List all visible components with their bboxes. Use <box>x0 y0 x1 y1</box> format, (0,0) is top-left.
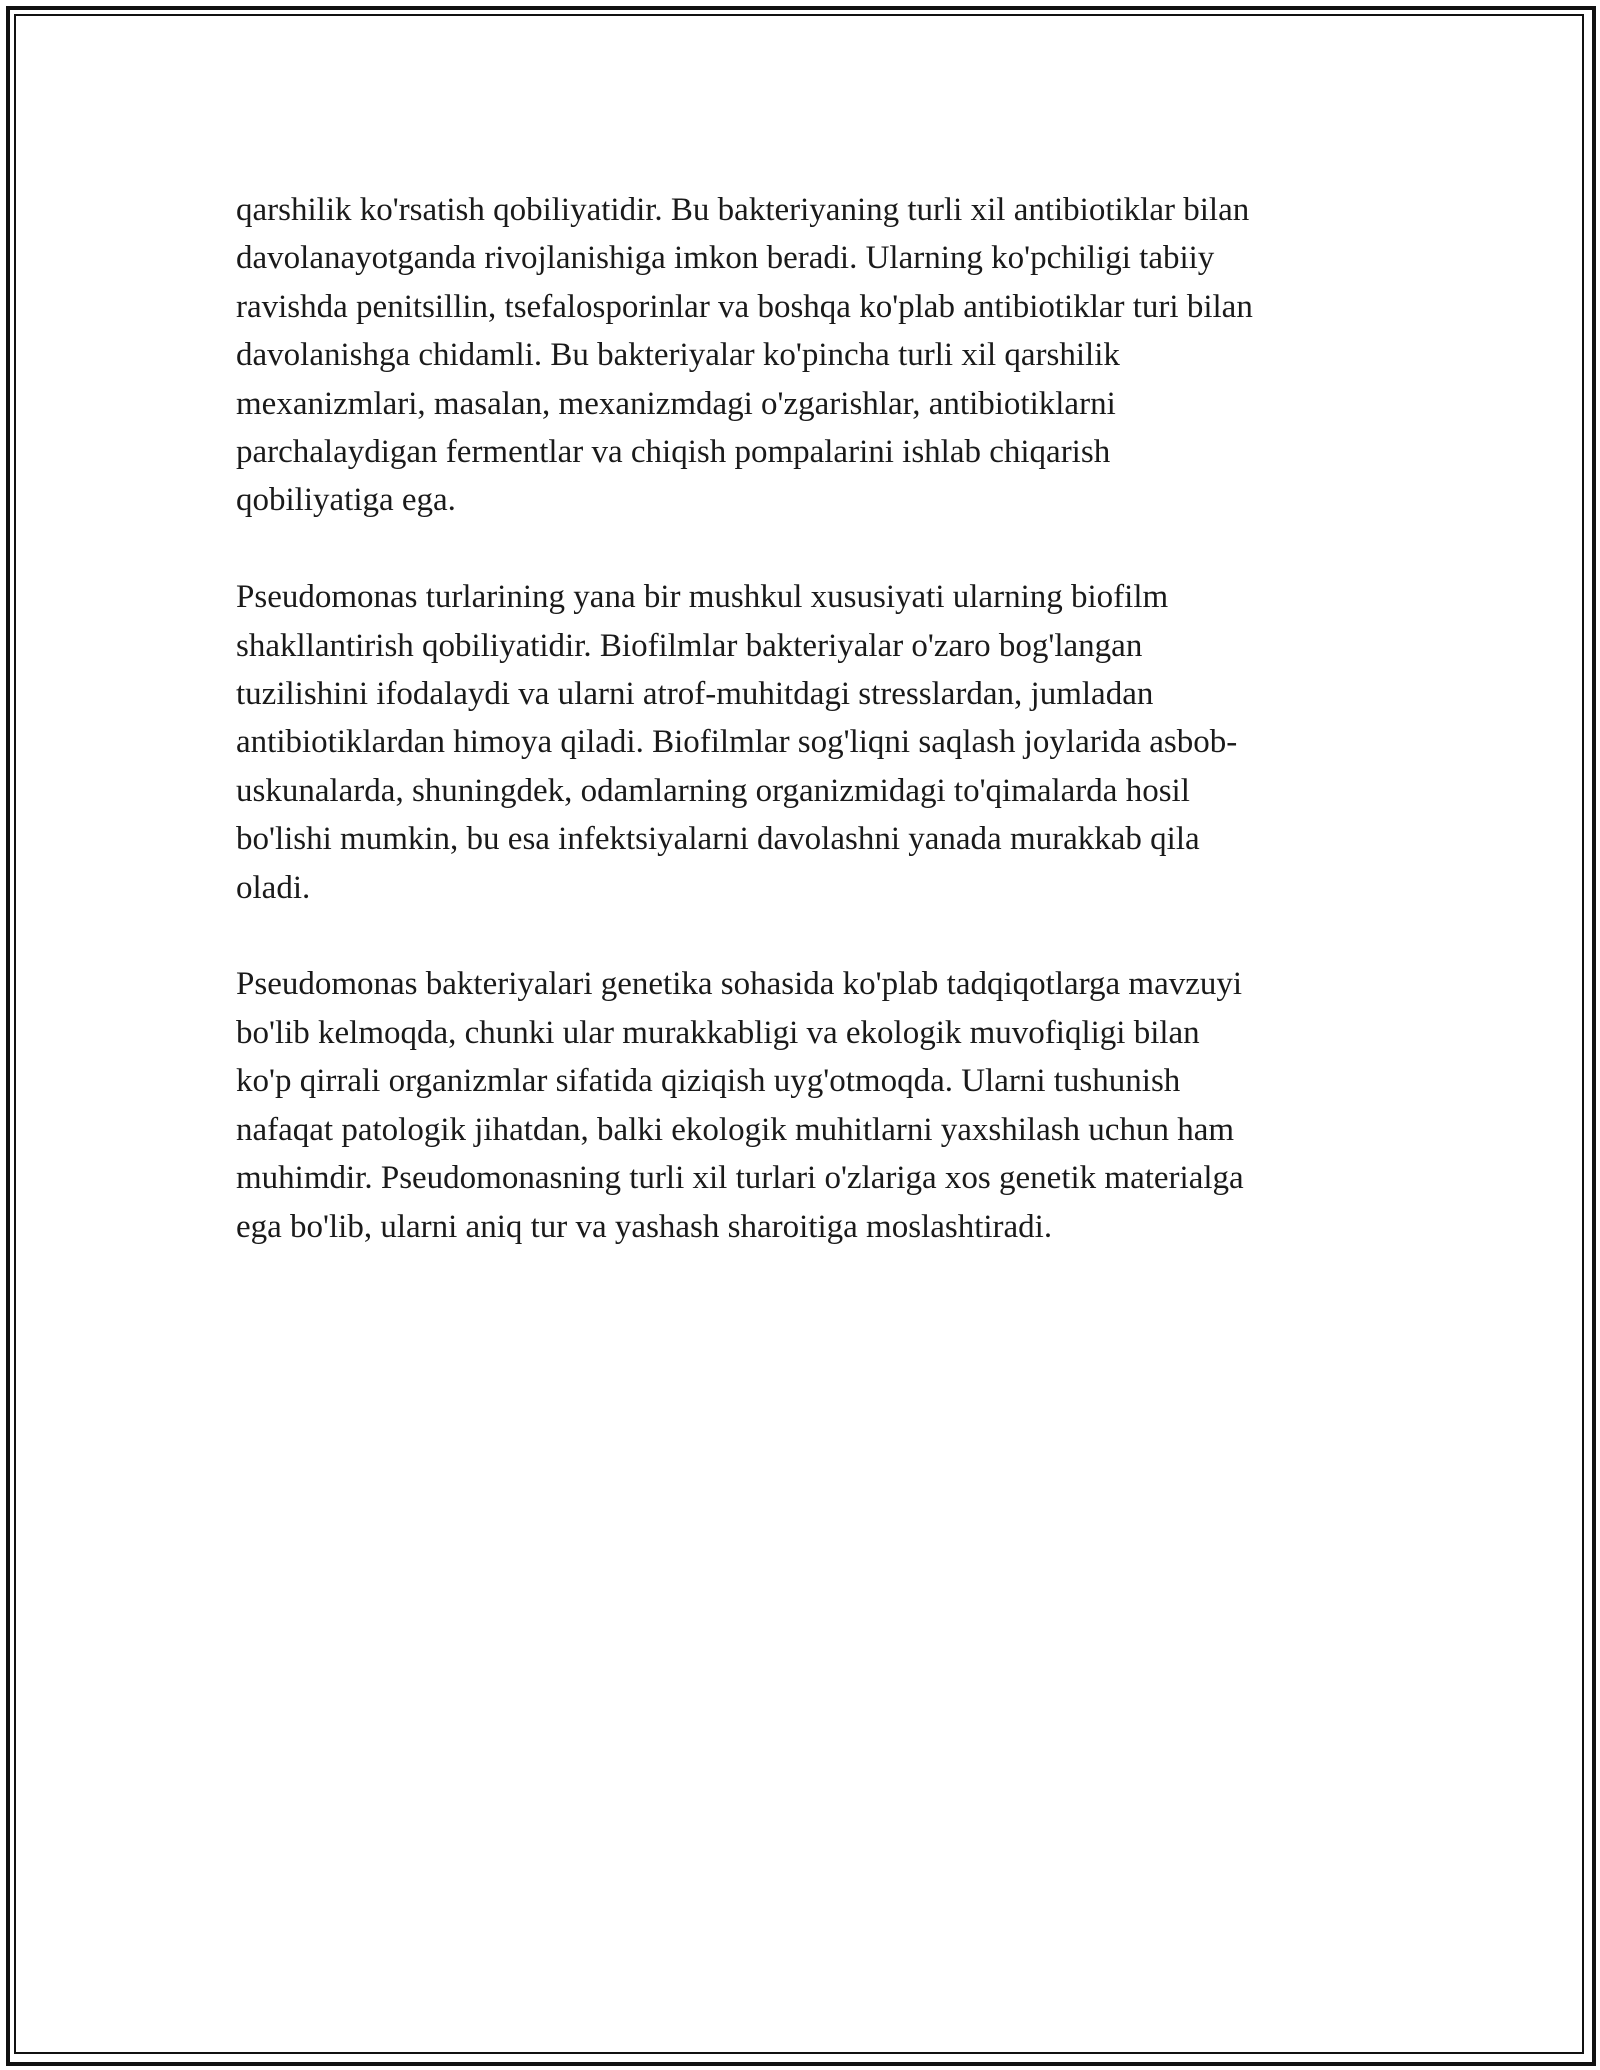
text-line: tuzilishini ifodalaydi va ularni atrof-muhitdagi stresslardan, jumladan <box>236 676 1154 713</box>
text-line: parchalaydigan fermentlar va chiqish pompalarini ishlab chiqarish <box>236 434 1111 471</box>
text-line: davolanayotganda rivojlanishiga imkon beradi. Ularning ko'pchiligi tabiiy <box>236 240 1215 277</box>
text-line: mexanizmlari, masalan, mexanizmdagi o'zgarishlar, antibiotiklarni <box>236 385 1116 422</box>
text-line: uskunalarda, shuningdek, odamlarning organizmidagi to'qimalarda hosil <box>236 772 1190 809</box>
text-line: ravishda penitsillin, tsefalosporinlar va boshqa ko'plab antibiotiklar turi bilan <box>236 288 1253 325</box>
text-line: ega bo'lib, ularni aniq tur va yashash sharoitiga moslashtiradi. <box>236 1208 1053 1245</box>
document-body <box>236 186 1376 1299</box>
text-line: qobiliyatiga ega. <box>236 482 456 519</box>
text-line: bo'lishi mumkin, bu esa infektsiyalarni davolashni yanada murakkab qila <box>236 821 1200 858</box>
text-line: shakllantirish qobiliyatidir. Biofilmlar bakteriyalar o'zaro bog'langan <box>236 627 1143 664</box>
text-line: Pseudomonas turlarining yana bir mushkul xususiyati ularning biofilm <box>236 579 1169 616</box>
text-line: muhimdir. Pseudomonasning turli xil turlari o'zlariga xos genetik materialga <box>236 1160 1244 1197</box>
text-line: Pseudomonas bakteriyalari genetika sohasida ko'plab tadqiqotlarga mavzuyi <box>236 966 1243 1003</box>
paragraph-biofilm <box>236 573 1376 912</box>
text-line: davolanishga chidamli. Bu bakteriyalar ko'pincha turli xil qarshilik <box>236 337 1120 374</box>
text-line: nafaqat patologik jihatdan, balki ekologik muhitlarni yaxshilash uchun ham <box>236 1111 1235 1148</box>
text-line: bo'lib kelmoqda, chunki ular murakkabligi va ekologik muvofiqligi bilan <box>236 1014 1200 1051</box>
text-line: qarshilik ko'rsatish qobiliyatidir. Bu bakteriyaning turli xil antibiotiklar bilan <box>236 192 1250 228</box>
text-line: antibiotiklardan himoya qiladi. Biofilmlar sog'liqni saqlash joylarida asbob- <box>236 724 1238 761</box>
text-line: oladi. <box>236 869 311 906</box>
paragraph-genetics <box>236 960 1376 1250</box>
text-line: ko'p qirrali organizmlar sifatida qiziqish uyg'otmoqda. Ularni tushunish <box>236 1063 1181 1100</box>
paragraph-antibiotic-resistance <box>236 186 1376 525</box>
